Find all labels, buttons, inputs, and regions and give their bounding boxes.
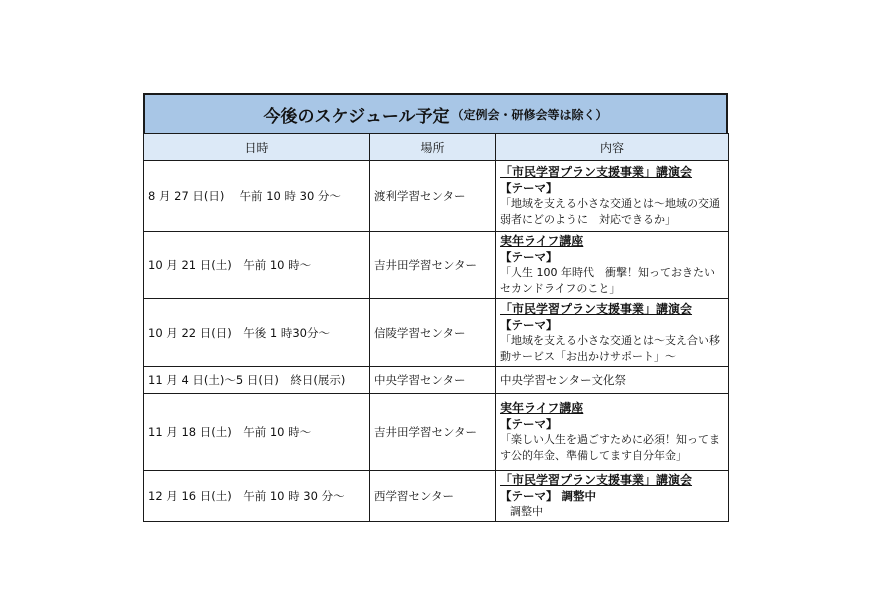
header-place: 場所 <box>370 134 496 161</box>
row-content <box>496 367 729 394</box>
theme-text: 調整中 <box>510 505 543 518</box>
row-date: 11 月 18 日(土) 午前 10 時～ <box>144 394 370 471</box>
event-title: 「市民学習プラン支援事業」講演会 <box>500 473 693 487</box>
row-place: 中央学習センター <box>370 367 496 394</box>
row-place: 吉井田学習センター <box>370 232 496 299</box>
row-place: 渡利学習センター <box>370 161 496 232</box>
schedule-title: 今後のスケジュール予定 <box>263 106 450 127</box>
table-row <box>144 232 729 299</box>
table-row <box>144 161 729 232</box>
row-content <box>496 471 729 522</box>
theme-text: 「地域を支える小さな交通とは～地域の交通弱者にどのように 対応できるか」 <box>500 197 720 226</box>
row-date: 10 月 21 日(土) 午前 10 時～ <box>144 232 370 299</box>
table-row <box>144 299 729 367</box>
row-date: 11 月 4 日(土)～5 日(日) 終日(展示) <box>144 367 370 394</box>
row-date: 12 月 16 日(土) 午前 10 時 30 分～ <box>144 471 370 522</box>
row-content <box>496 394 729 471</box>
row-place: 西学習センター <box>370 471 496 522</box>
row-date: 8 月 27 日(日) 午前 10 時 30 分～ <box>144 161 370 232</box>
schedule-document <box>143 93 728 522</box>
row-content <box>496 161 729 232</box>
row-place: 吉井田学習センター <box>370 394 496 471</box>
schedule-table <box>143 133 729 522</box>
theme-label: 【テーマ】 <box>500 417 558 431</box>
event-title: 中央学習センター文化祭 <box>500 373 627 387</box>
theme-text: 「楽しい人生を過ごすために必須！知ってます公的年金、準備してます自分年金」 <box>500 433 720 462</box>
theme-label: 【テーマ】 <box>500 250 558 264</box>
event-title: 実年ライフ講座 <box>500 234 584 248</box>
table-row <box>144 471 729 522</box>
header-content: 内容 <box>496 134 729 161</box>
header-date: 日時 <box>144 134 370 161</box>
header-row <box>144 134 729 161</box>
schedule-subtitle: （定例会・研修会等は除く） <box>451 107 608 122</box>
table-row <box>144 367 729 394</box>
theme-label: 【テーマ】 調整中 <box>500 489 597 503</box>
table-row <box>144 394 729 471</box>
theme-label: 【テーマ】 <box>500 317 558 332</box>
event-title: 実年ライフ講座 <box>500 401 584 415</box>
event-title: 「市民学習プラン支援事業」講演会 <box>500 165 693 179</box>
schedule-title-bar <box>143 93 728 133</box>
row-date: 10 月 22 日(日) 午後 1 時30分～ <box>144 299 370 367</box>
event-title: 「市民学習プラン支援事業」講演会 <box>500 301 693 316</box>
theme-text: 「人生 100 年時代 衝撃！知っておきたいセカンドライフのこと」 <box>500 266 715 295</box>
theme-label: 【テーマ】 <box>500 181 558 195</box>
row-content <box>496 299 729 367</box>
row-place: 信陵学習センター <box>370 299 496 367</box>
theme-text: 「地域を支える小さな交通とは～支え合い移動サービス「お出かけサポート」～ <box>500 333 720 363</box>
row-content <box>496 232 729 299</box>
